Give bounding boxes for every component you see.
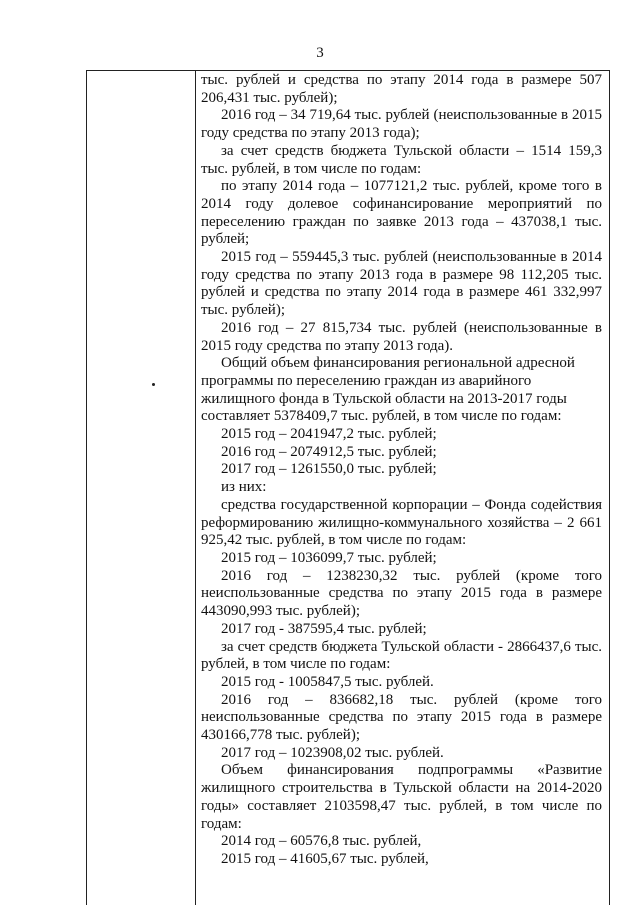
paragraph: 2017 год – 1023908,02 тыс. рублей.: [221, 744, 444, 761]
paragraph: 2016 год – 27 815,734 тыс. рублей (неиспользованные в 2015 году средства по этапу 2013 года).: [201, 319, 602, 354]
paragraph: 2014 год – 60576,8 тыс. рублей,: [221, 833, 422, 850]
paragraph: 2016 год – 2074912,5 тыс. рублей;: [221, 443, 437, 460]
left-column: [87, 71, 196, 905]
paragraph: 2015 год – 1036099,7 тыс. рублей;: [221, 549, 437, 566]
paragraph: 2016 год – 34 719,64 тыс. рублей (неиспользованные в 2015 году средства по этапу 2013 года);: [201, 107, 602, 142]
paragraph: 2015 год – 559445,3 тыс. рублей (неиспользованные в 2014 году средства по этапу 2013 года в размере 98 112,205 тыс. рублей и средства по этапу 2014 года в размере 461 332,997 тыс. рублей);: [201, 249, 602, 319]
paragraph: из них:: [221, 479, 267, 496]
paragraph: 2017 год – 1261550,0 тыс. рублей;: [221, 461, 437, 478]
document-table: [86, 70, 610, 905]
paragraph: 2016 год – 836682,18 тыс. рублей (кроме того неиспользованные средства по этапу 2015 года в размере 430166,778 тыс. рублей);: [201, 691, 602, 744]
paragraph: за счет средств бюджета Тульской области - 2866437,6 тыс. рублей, в том числе по годам:: [201, 638, 602, 673]
paragraph: Общий объем финансирования региональной адресной программы по переселению граждан из аварийного жилищного фонда в Тульской области на 2013-2017 годы составляет 5378409,7 тыс. рублей, в том числе по годам:: [201, 355, 575, 425]
paragraph: 2017 год - 387595,4 тыс. рублей;: [221, 620, 427, 637]
paragraph: средства государственной корпорации – Фонда содействия реформированию жилищно-коммунального хозяйства – 2 661 925,42 тыс. рублей, в том числе по годам:: [201, 496, 602, 549]
paragraph: за счет средств бюджета Тульской области – 1514 159,3 тыс. рублей, в том числе по годам:: [201, 142, 602, 177]
paragraph: 2015 год – 2041947,2 тыс. рублей;: [221, 426, 437, 443]
paragraph: тыс. рублей и средства по этапу 2014 года в размере 507 206,431 тыс. рублей);: [201, 72, 602, 106]
paragraph: 2016 год – 1238230,32 тыс. рублей (кроме того неиспользованные средства по этапу 2015 года в размере 443090,993 тыс. рублей);: [201, 567, 602, 620]
paragraph: Объем финансирования подпрограммы «Развитие жилищного строительства в Тульской области на 2014-2020 годы» составляет 2103598,47 тыс. рублей, в том числе по годам:: [201, 762, 602, 832]
stray-mark: [152, 383, 155, 386]
paragraph: 2015 год – 41605,67 тыс. рублей,: [221, 850, 429, 867]
paragraph: 2015 год - 1005847,5 тыс. рублей.: [221, 673, 434, 690]
paragraph: по этапу 2014 года – 1077121,2 тыс. рублей, кроме того в 2014 году долевое софинансирование мероприятий по переселению граждан по заявке 2013 года – 437038,1 тыс. рублей;: [201, 178, 602, 248]
page-number: 3: [316, 45, 324, 61]
right-column-text: [201, 72, 602, 869]
